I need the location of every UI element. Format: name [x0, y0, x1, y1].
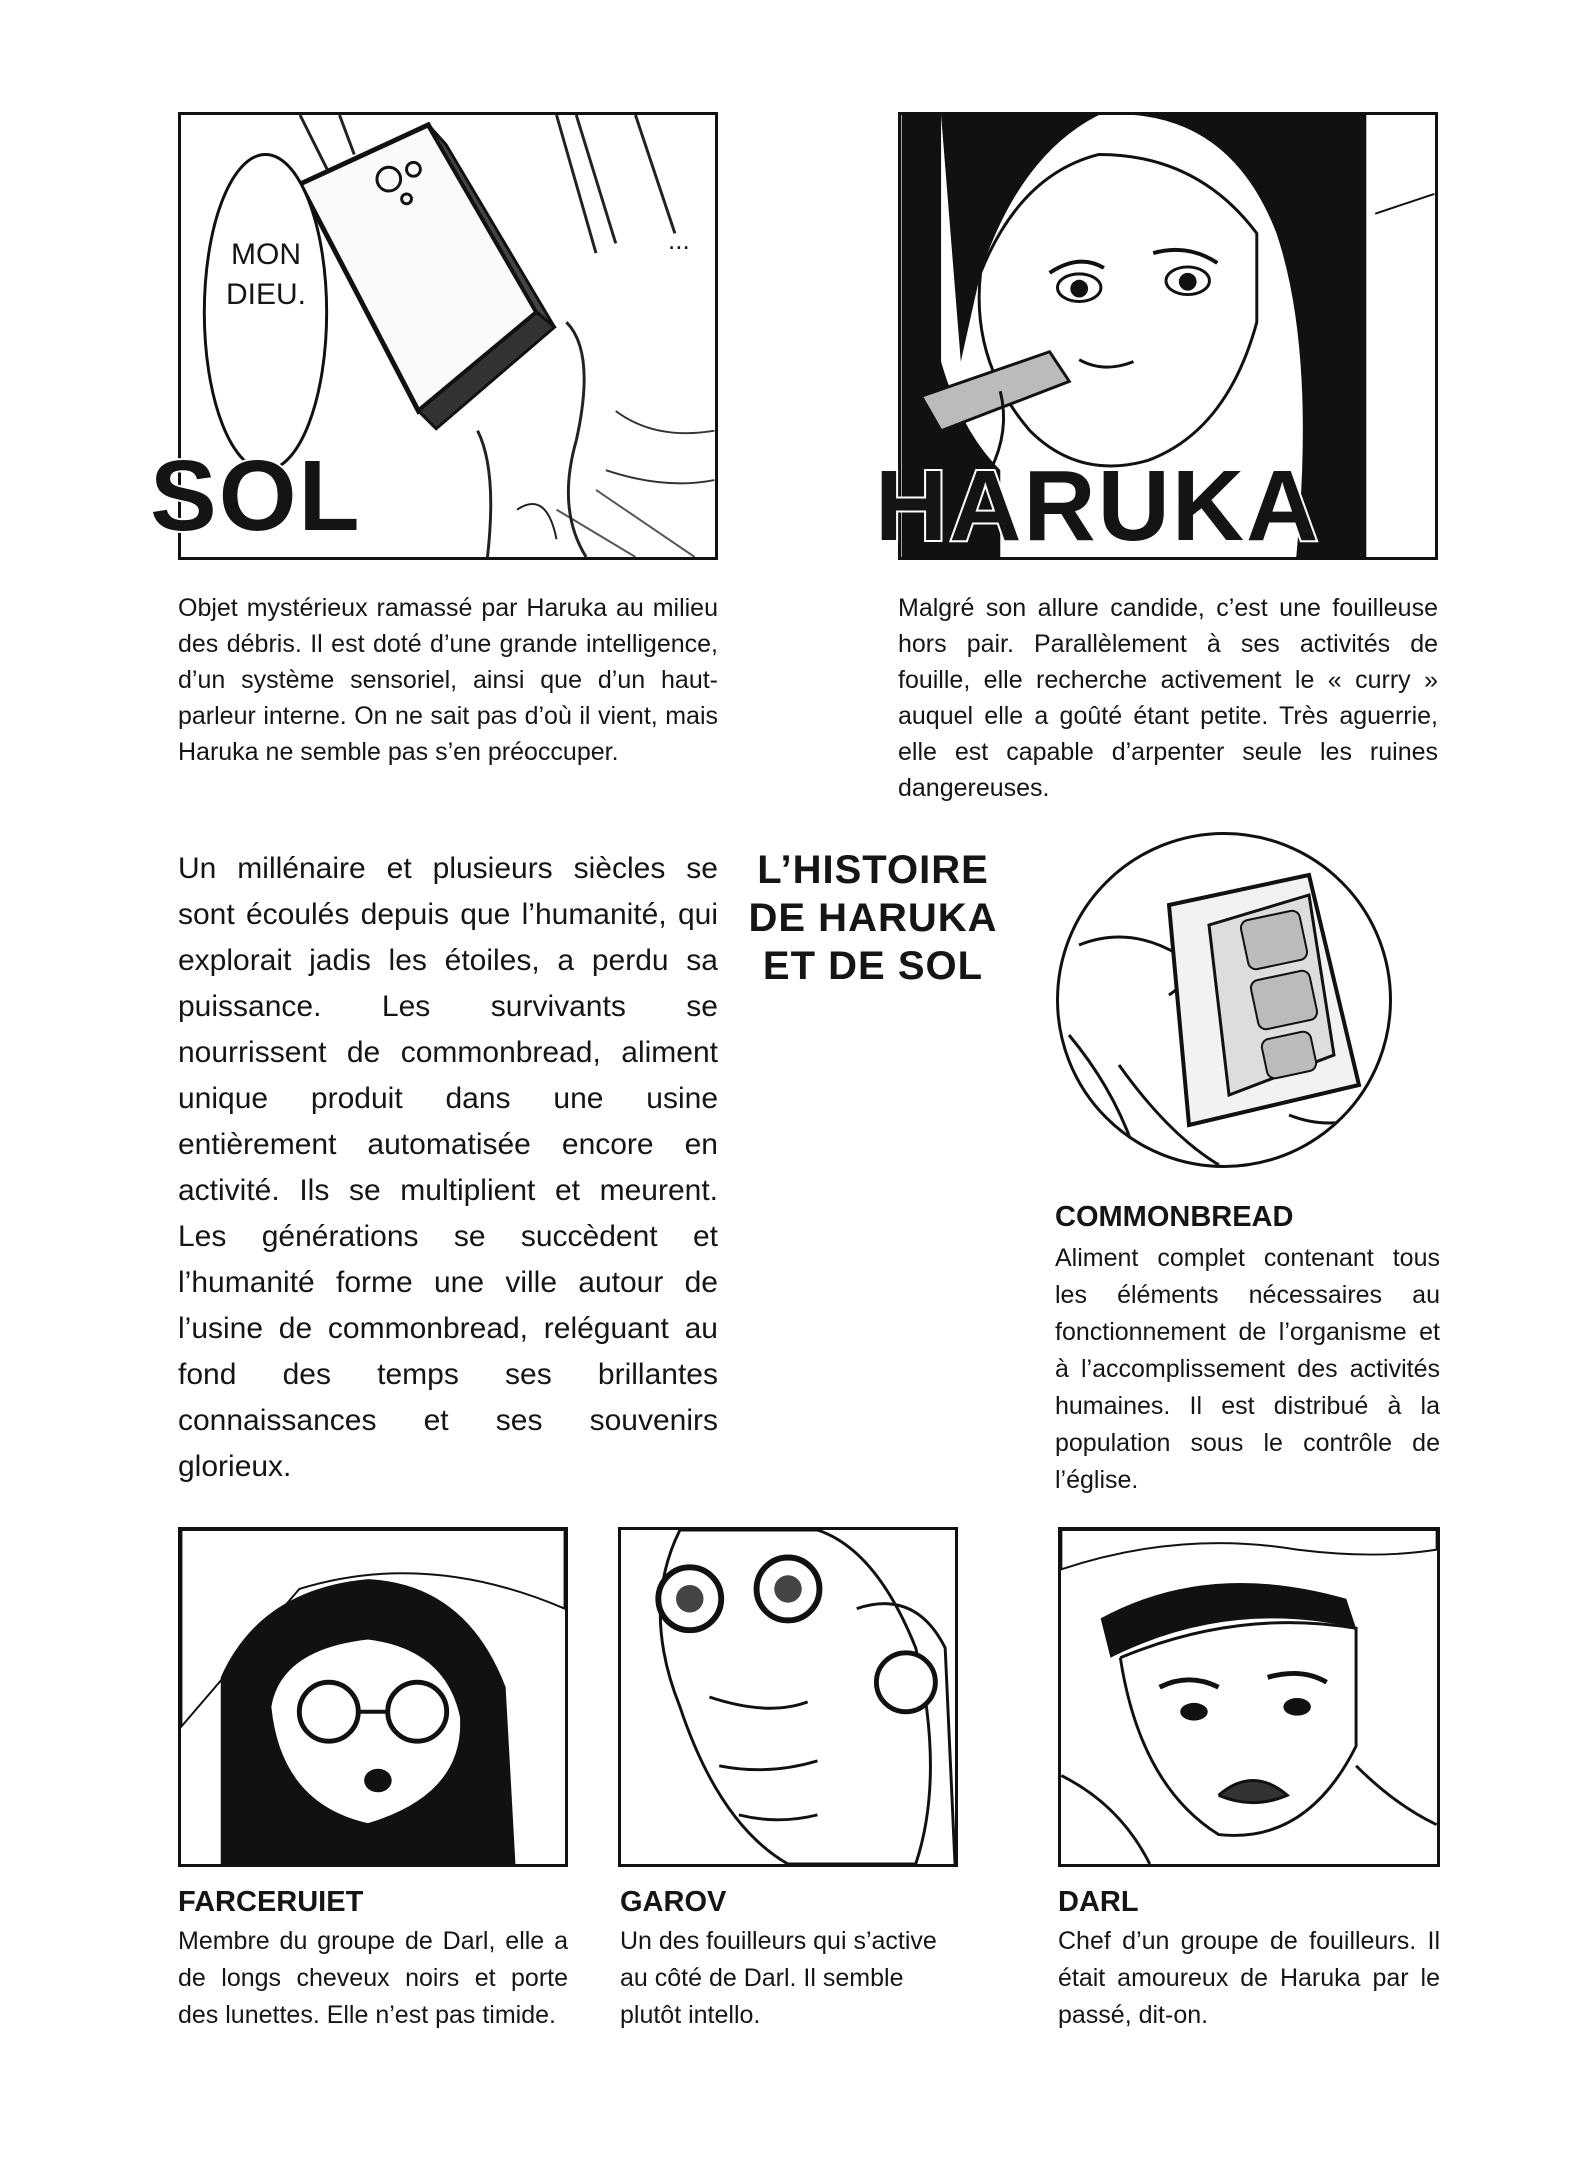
story-text: Un millénaire et plusieurs siècles se sont écoulés depuis que l’humanité, qui explorait jadis les étoiles, a perdu sa puissance. Les survivants se nourrissent de commonbread, aliment unique produit dans une usine entièrement automatisée encore en activité. Ils se multiplient et meurent. Les générations se succèdent et l’humanité forme une ville autour de l’usine de commonbread, reléguant au fond des temps ses brillantes connaissances et ses souvenirs glorieux.	[178, 852, 718, 1483]
character-description-darl: Chef d’un groupe de fouilleurs. Il était amoureux de Haruka par le passé, dit-on.	[1058, 1927, 1440, 2029]
haruka-name: HARUKA	[875, 450, 1321, 562]
sol-description: Objet mystérieux ramassé par Haruka au milieu des débris. Il est doté d’une grande intelligence, d’un système sensoriel, ainsi que d’un haut-parleur interne. On ne sait pas d’où il vient, mais Haruka ne semble pas s’en préoccuper.	[178, 594, 718, 766]
character-name-darl: DARL	[1058, 1886, 1139, 1918]
sol-name: SOL	[150, 440, 362, 552]
story-title-line-2: DE HARUKA	[748, 896, 998, 940]
story-title-line-3: ET DE SOL	[762, 944, 984, 988]
haruka-description: Malgré son allure candide, c’est une fouilleuse hors pair. Parallèlement à ses activités de fouille, elle recherche activement le « curry » auquel elle a goûté étant petite. Très aguerrie, elle est capable d’arpenter seule les ruines dangereuses.	[898, 594, 1438, 802]
darl-panel	[1058, 1527, 1440, 1867]
farceruiet-panel	[178, 1527, 568, 1867]
bubble-line-2: DIEU.	[225, 278, 306, 311]
garov-panel	[618, 1527, 958, 1867]
character-description-garov: Un des fouilleurs qui s’active au côté de Darl. Il semble plutôt intello.	[620, 1927, 937, 2029]
commonbread-illustration	[1056, 832, 1392, 1168]
commonbread-name: COMMONBREAD	[1055, 1201, 1294, 1233]
story-title-line-1: L’HISTOIRE	[757, 848, 989, 892]
character-description-farceruiet: Membre du groupe de Darl, elle a de longs cheveux noirs et porte des lunettes. Elle n’est pas timide.	[178, 1927, 568, 2029]
darl-portrait	[1061, 1530, 1437, 1864]
garov-portrait	[621, 1530, 955, 1864]
bubble-line-1: MON	[231, 238, 301, 271]
character-name-farceruiet: FARCERUIET	[178, 1886, 364, 1918]
story-title	[738, 846, 1008, 990]
sol-ellipsis: ...	[668, 225, 690, 255]
character-name-garov: GAROV	[620, 1886, 727, 1918]
sol-speech-bubble	[211, 235, 321, 315]
commonbread-description: Aliment complet contenant tous les éléments nécessaires au fonctionnement de l’organisme et à l’accomplissement des activités humaines. Il est distribué à la population sous le contrôle de l’église.	[1055, 1244, 1440, 1494]
farceruiet-portrait	[181, 1530, 565, 1864]
